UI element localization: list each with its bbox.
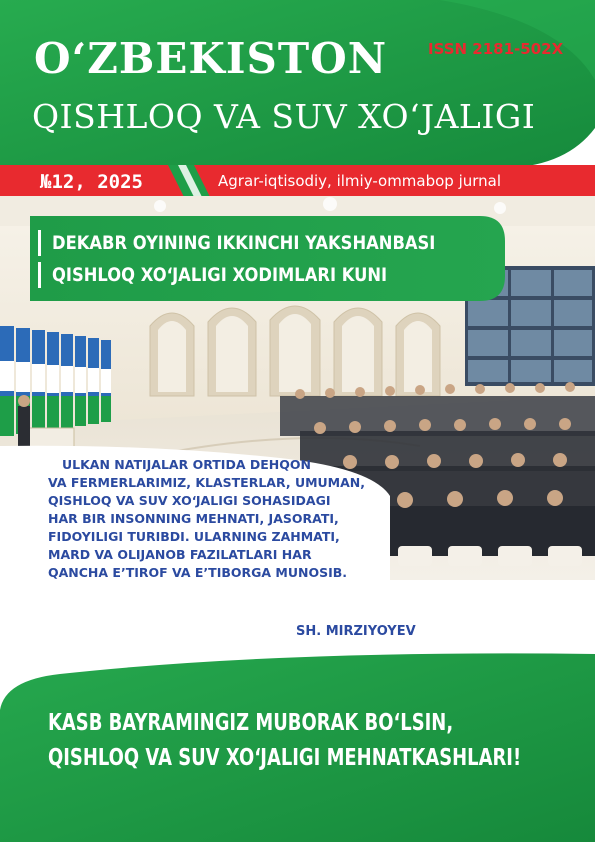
journal-subtitle: Agrar-iqtisodiy, ilmiy-ommabop jurnal — [218, 172, 502, 190]
quote-line: QISHLOQ VA SUV XO‘JALIGI SOHASIDAGI — [48, 493, 331, 508]
masthead-title-line1: O‘ZBEKISTON — [34, 34, 388, 83]
quote-line: VA FERMERLARIMIZ, KLASTERLAR, UMUMAN, — [48, 475, 366, 490]
issn-label: ISSN 2181-502X — [428, 40, 564, 58]
headline-line2: QISHLOQ XO‘JALIGI XODIMLARI KUNI — [52, 264, 388, 286]
quote-line: MARD VA OLIJANOB FAZILATLARI HAR — [48, 547, 312, 562]
quote-line: ULKAN NATIJALAR ORTIDA DEHQON — [62, 457, 311, 472]
header-green-band — [0, 0, 595, 170]
quote-line: HAR BIR INSONNING MEHNATI, JASORATI, — [48, 511, 339, 526]
quote-text — [48, 456, 378, 582]
issue-number: №12, 2025 — [40, 171, 143, 193]
quote-author: SH. MIRZIYOYEV — [296, 624, 416, 639]
greeting-line2: QISHLOQ VA SUV XO‘JALIGI MEHNATKASHLARI! — [48, 745, 522, 771]
quote-line: FIDOYILIGI TURIBDI. ULARNING ZAHMATI, — [48, 529, 340, 544]
headline-line1: DEKABR OYINING IKKINCHI YAKSHANBASI — [52, 232, 436, 254]
masthead-title-line2: QISHLOQ VA SUV XO‘JALIGI — [32, 97, 536, 136]
greeting-line1: KASB BAYRAMINGIZ MUBORAK BO‘LSIN, — [48, 710, 454, 736]
quote-line: QANCHA E’TIROF VA E’TIBORGA MUNOSIB. — [48, 565, 348, 580]
